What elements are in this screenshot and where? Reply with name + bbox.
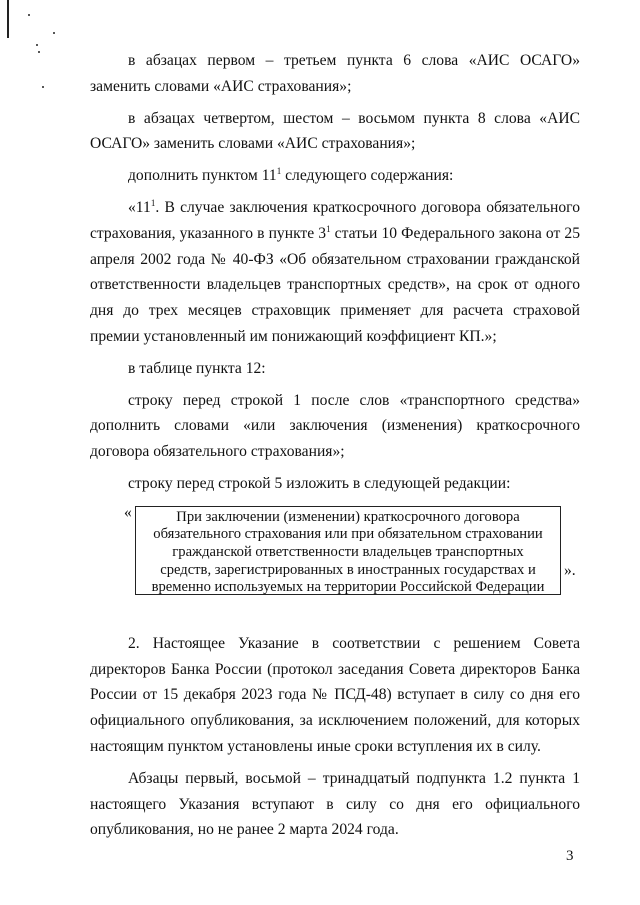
table-cell-box bbox=[135, 506, 561, 595]
table-cell-line: гражданской ответственности владельцев транспортных bbox=[172, 543, 524, 560]
scan-mark-dot bbox=[36, 44, 38, 46]
paragraph-p2: в абзацах четвертом, шестом – восьмом пункта 8 слова «АИС ОСАГО» заменить словами «АИС страхования»; bbox=[90, 109, 580, 153]
paragraph-p3 bbox=[90, 163, 580, 189]
table-cell-line: обязательного страхования или при обязательном страховании bbox=[153, 526, 543, 543]
quoted-table-row bbox=[90, 500, 580, 597]
superscript: 1 bbox=[276, 166, 282, 177]
scan-mark-dot bbox=[42, 86, 44, 88]
paragraph-p8: 2. Настоящее Указание в соответствии с решением Совета директоров Банка России (протокол заседания Совета директоров Банка России от 15 декабря 2023 года № ПСД-48) вступает в силу со дня его официального опубликования, за исключением положений, для которых настоящим пунктом установлены иные сроки вступления их в силу. bbox=[90, 634, 580, 755]
scan-mark-bar bbox=[7, 0, 9, 38]
paragraph-p6: строку перед строкой 1 после слов «транспортного средства» дополнить словами «или заключения (изменения) краткосрочного договора обязательного страхования»; bbox=[90, 391, 580, 461]
table-cell-line: средств, зарегистрированных в иностранных государствах и bbox=[160, 561, 536, 578]
paragraph-p5: в таблице пункта 12: bbox=[128, 359, 266, 377]
scan-mark-dot bbox=[28, 14, 30, 16]
scan-mark-dot bbox=[38, 51, 40, 53]
quote-close-mark: ». bbox=[564, 561, 576, 579]
superscript: 1 bbox=[150, 197, 156, 208]
page-number: 3 bbox=[566, 848, 574, 864]
paragraph-p3-text-end: следующего содержания: bbox=[281, 167, 454, 185]
paragraph-p9: Абзацы первый, восьмой – тринадцатый подпункта 1.2 пункта 1 настоящего Указания вступают в силу со дня его официального опубликования, но не ранее 2 марта 2024 года. bbox=[90, 769, 580, 839]
quote-open-mark: « bbox=[124, 503, 132, 521]
paragraph-p7: строку перед строкой 5 изложить в следующей редакции: bbox=[128, 474, 511, 492]
document-body bbox=[90, 48, 580, 843]
paragraph-p4-part2: . В случае заключения краткосрочного договора обязательного страхования, указанного в пункте 3 bbox=[90, 198, 580, 242]
scan-mark-dot bbox=[53, 32, 55, 34]
paragraph-p3-text: дополнить пунктом 11 bbox=[128, 167, 277, 185]
paragraph-p4-part1: «11 bbox=[128, 198, 151, 216]
paragraph-p1: в абзацах первом – третьем пункта 6 слова «АИС ОСАГО» заменить словами «АИС страхования»; bbox=[90, 52, 580, 95]
table-cell-line: При заключении (изменении) краткосрочного договора bbox=[176, 508, 520, 525]
scan-margin-marks bbox=[0, 0, 60, 110]
superscript: 1 bbox=[326, 223, 331, 234]
paragraph-p4-part3: статьи 10 Федерального закона от 25 апреля 2002 года № 40-ФЗ «Об обязательном страховании гражданской ответственности владельцев транспортных средств», на срок от одного дня до трех месяцев страховщик применяет для расчета страховой премии установленный им понижающий коэффициент КП.»; bbox=[90, 224, 581, 345]
table-cell-line: временно используемых на территории Российской Федерации bbox=[151, 579, 545, 596]
paragraph-p4 bbox=[90, 195, 580, 350]
